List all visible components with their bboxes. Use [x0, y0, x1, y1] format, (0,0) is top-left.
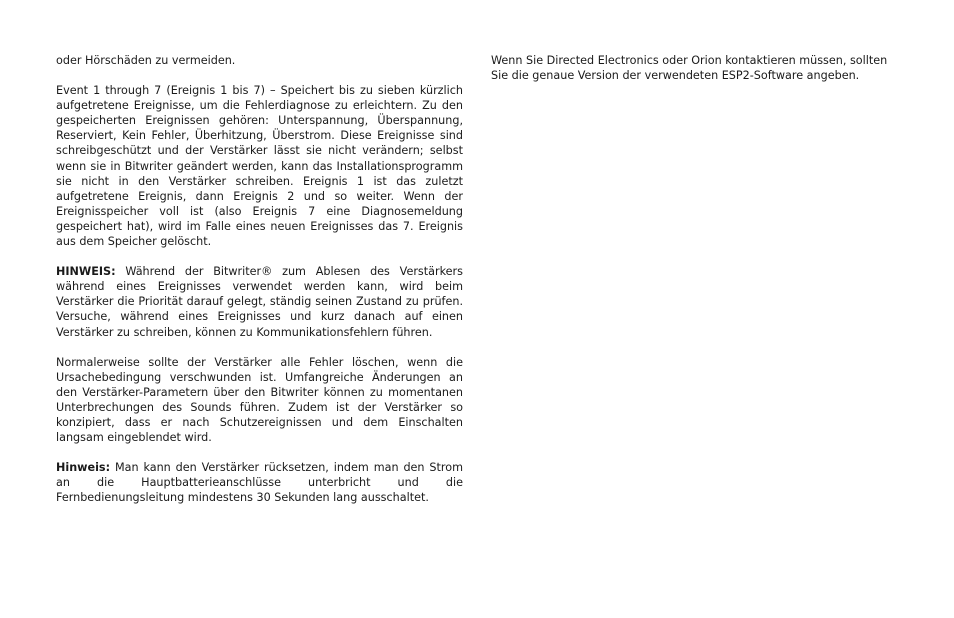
paragraph-fault-clearing: Normalerweise sollte der Verstärker alle Fehler löschen, wenn die Ursachebedingung verschwunden ist. Umfangreiche Änderungen an den Verstärker-Parametern über den Bitwriter können zu momentanen Unterbrechungen des Sounds führen. Zudem ist der Verstärker so konzipiert, dass er nach Schutzereignissen und dem Einschalten langsam eingeblendet wird.	[56, 355, 463, 445]
paragraph-hinweis-bitwriter	[56, 264, 463, 339]
left-column	[56, 53, 463, 505]
hinweis-text: Während der Bitwriter® zum Ablesen des Verstärkers während eines Ereignisses verwendet werden kann, wird beim Verstärker die Priorität darauf gelegt, ständig seinen Zustand zu prüfen. Versuche, während eines Ereignisses und kurz danach auf einen Verstärker zu schreiben, können zu Kommunikationsfehlern führen.	[56, 265, 463, 339]
right-column	[491, 53, 905, 83]
hinweis-label: HINWEIS:	[56, 265, 116, 279]
paragraph-hearing-damage: oder Hörschäden zu vermeiden.	[56, 54, 236, 67]
paragraph-hinweis-reset	[56, 460, 463, 505]
paragraph-event-log: Event 1 through 7 (Ereignis 1 bis 7) – Speichert bis zu sieben kürzlich aufgetretene Ereignisse, um die Fehlerdiagnose zu erleichtern. Zu den gespeicherten Ereignissen gehören: Unterspannung, Überspannung, Reserviert, Kein Fehler, Überhitzung, Überstrom. Diese Ereignisse sind schreibgeschützt und der Verstärker lässt sie nicht verändern; selbst wenn sie in Bitwriter geändert werden, kann das Installationsprogramm sie nicht in den Verstärker schreiben. Ereignis 1 ist das zuletzt aufgetretene Ereignis, dann Ereignis 2 und so weiter. Wenn der Ereignisspeicher voll ist (also Ereignis 7 eine Diagnosemeldung gespeichert hat), wird im Falle eines neuen Ereignisses das 7. Ereignis aus dem Speicher gelöscht.	[56, 84, 463, 249]
hinweis-reset-text: Man kann den Verstärker rücksetzen, indem man den Strom an die Hauptbatterieanschlüsse unterbricht und die Fernbedienungsleitung mindestens 30 Sekunden lang ausschaltet.	[56, 461, 463, 505]
paragraph-contact-version: Wenn Sie Directed Electronics oder Orion kontaktieren müssen, sollten Sie die genaue Version der verwendeten ESP2-Software angeben.	[491, 54, 888, 83]
hinweis-reset-label: Hinweis:	[56, 461, 111, 475]
